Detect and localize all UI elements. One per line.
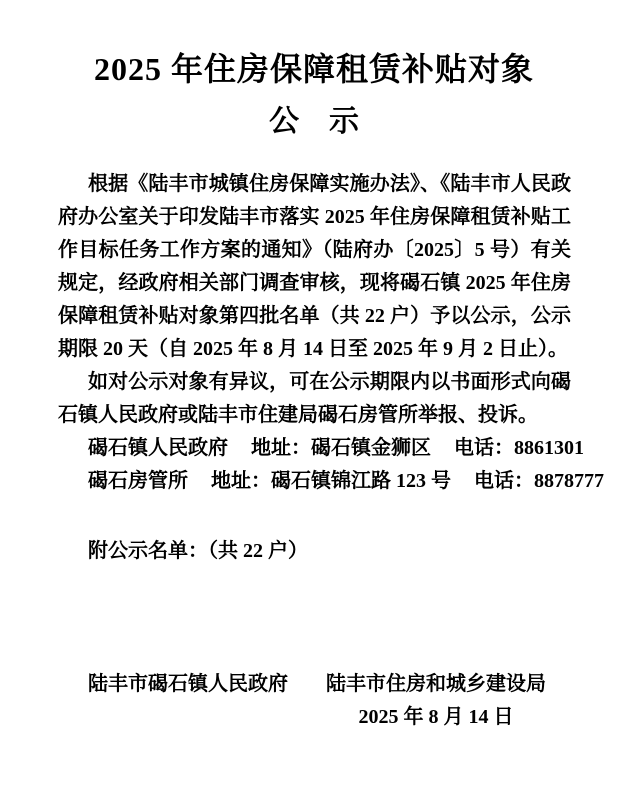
contact-address: 地址：碣石镇锦江路 123 号: [211, 470, 451, 492]
contact-org-name: 碣石房管所: [88, 470, 188, 492]
contact-line-housing-office: [58, 465, 604, 498]
contact-org-name: 碣石镇人民政府: [88, 437, 228, 459]
contact-phone: 电话：8861301: [454, 437, 584, 459]
paragraph-objection-instructions: 如对公示对象有异议，可在公示期限内以书面形式向碣石镇人民政府或陆丰市住建局碣石房管所举报、投诉。: [58, 371, 571, 426]
attachment-note: 附公示名单：（共 22 户）: [88, 540, 308, 562]
contact-line-town-government: [58, 432, 584, 465]
signature-left-org: 陆丰市碣石镇人民政府: [88, 673, 288, 695]
document-title-line1: 2025 年住房保障租赁补贴对象: [93, 51, 534, 87]
document-title-line2: 公 示: [269, 105, 359, 138]
document-body: [58, 168, 604, 734]
contact-address: 地址：碣石镇金狮区: [251, 437, 431, 459]
signature-row: [58, 668, 571, 734]
signature-right-org: 陆丰市住房和城乡建设局: [326, 673, 546, 695]
signature-date: 2025 年 8 月 14 日: [358, 706, 514, 728]
paragraph-legal-basis: 根据《陆丰市城镇住房保障实施办法》、《陆丰市人民政府办公室关于印发陆丰市落实 2025 年住房保障租赁补贴工作目标任务工作方案的通知》（陆府办〔2025〕5 号）有关规定，经政府相关部门调查审核，现将碣石镇 2025 年住房保障租赁补贴对象第四批名单（共 22 户）予以公示，公示期限 20 天（自 2025 年 8 月 14 日至 2025 年 9 月 2 日止）。: [58, 173, 571, 360]
contact-phone: 电话：8878777: [474, 470, 604, 492]
signature-right-block: [321, 668, 551, 734]
